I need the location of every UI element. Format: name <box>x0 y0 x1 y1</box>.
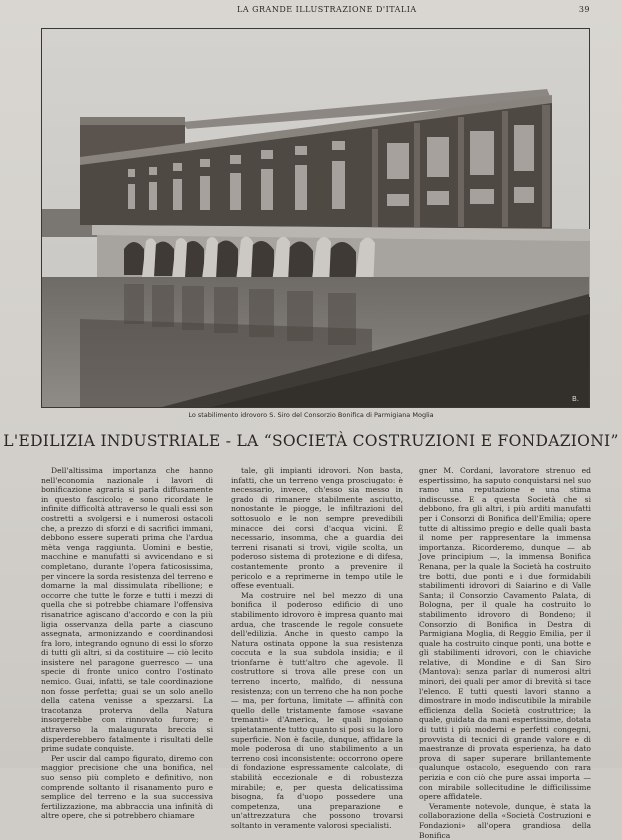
running-head <box>0 5 622 17</box>
page-number: 39 <box>578 5 590 14</box>
article-body <box>41 466 591 840</box>
photo-caption: Lo stabilimento idrovoro S. Siro del Consorzio Bonifica di Parmigiana Moglia <box>188 411 434 419</box>
magazine-title: LA GRANDE ILLUSTRAZIONE D'ITALIA <box>237 5 417 14</box>
paragraph: Dell'altissima importanza che hanno nell'economia nazionale i lavori di bonificazione agraria si parla diffusamente in questo fascicolo; e sono ricordate le infinite difficoltà attraverso le quali essi son costretti a svolgersi e i numerosi ostacoli che, a prezzo di sforzi e di sacrifici immani, debbono essere superati prima che l'ardua mèta venga raggiunta. Uomini e bestie, macchine e manufatti si avvicendano e si completano, durante l'opera faticosissima, per vincere la sorda resistenza del terreno e domarne la mal dissimulata ribellione; e occorre che tutte le forze e tutti i mezzi di quella che si potrebbe chiamare l'offensiva risanatrice agiscano d'accordo e con la più ligia osservanza della parte a ciascuno assegnata, armonizzando e coordinandosi fra loro, integrando ognuno di essi lo sforzo di tutti gli altri, si da costituire — ciò lecito insistere nel paragone guerresco — una specie di fronte unico contro l'ostinato nemico. Guai, infatti, se tale coordinazione non fosse perfetta; guai se un solo anello della catena venisse a spezzarsi. La tracotanza proterva della Natura insorgerebbe con rinnovato furore; e attraverso la malaugurata breccia si disperderebbero fatalmente i risultati delle prime sudate conquiste. <box>41 466 213 754</box>
paragraph: Ma costruire nel bel mezzo di una bonifica il poderoso edificio di uno stabilimento idrovoro è impresa quanto mai ardua, che trascende le regole consuete dell'edilizia. Anche in questo campo la Natura ostinata oppone la sua resistenza coccuta e la sua subdola insidia; e il trionfarne è tutt'altro che agevole. Il costruttore si trova alle prese con un terreno incerto, malfido, di nessuna resistenza; con un terreno che ha non poche — ma, per fortuna, limitate — affinità con quello delle tristamente famose «savane tremanti» d'America, le quali ingoiano spietatamente tutto quanto si posi su la loro superficie. Non è facile, dunque, affidare la mole poderosa di uno stabilimento a un terreno così inconsistente: occorrono opere di fondazione espressamente calcolate, di stabilità eccezionale e di robustezza mirabile; e, per questa delicatissima bisogna, fa d'uopo possedere una competenza, una preparazione e un'attrezzatura che possono trovarsi soltanto in veramente valorosi specialisti. <box>231 590 403 830</box>
paragraph: gner M. Cordani, lavoratore strenuo ed espertissimo, ha saputo conquistarsi nel suo ramo una reputazione e una stima indiscusse. E a questa Società che si debbono, fra gli altri, i più arditi manufatti per i Consorzi di Bonifica dell'Emilia; opere tutte di altissimo pregio e delle quali basta il nome per rappresentare la immensa importanza. Ricorderemo, dunque — ab Jove principium —, la immensa Bonifica Renana, per la quale la Società ha costruito tre botti, due ponti e i due formidabili stabilimenti idrovori di Saiarino e di Valle Santa; il Consorzio Cavamento Palata, di Bologna, per il quale ha costruito lo stabilimento idrovoro di Bondeno; il Consorzio di Bonifica in Destra di Parmigiana Moglia, di Reggio Emilia, per il quale ha costruito cinque ponti, una botte e gli stabilimenti idrovori, con le chiaviche relative, di Mondine e di San Siro (Mantova): senza parlar di numerosi altri minori, dei quali per amor di brevità si tace l'elenco. E tutti questi lavori stanno a dimostrare in modo indiscutibile la mirabile efficienza della Società costruttrice; la quale, guidata da mani espertissime, dotata di tutti i più moderni e perfetti congegni, provvista di tecnici di grande valore e di maestranze di provata esperienza, ha dato prova di saper superare brillantemente qualunque ostacolo, eseguendo con rara perizia e con ciò che pure assai importa — con mirabile sollecitudine le difficilissime opere affidatele. <box>419 466 591 802</box>
paragraph: tale, gli impianti idrovori. Non basta, infatti, che un terreno venga prosciugato: è necessario, invece, ch'esso sia messo in grado di rimanere stabilmente asciutto, nonostante le piogge, le infiltrazioni del sottosuolo e le non sempre prevedibili minacce dei corsi d'acqua vicini. È necessario, insomma, che a guardia dei terreni risanati si trovi, vigile scolta, un poderoso sistema di protezione e di difesa, costantemente pronto a prevenire il pericolo e a reprimerne in tempo utile le offese eventuali. <box>231 466 403 591</box>
text-column-3 <box>419 466 591 840</box>
industrial-building-photo <box>41 28 590 408</box>
photo-monogram: B. <box>571 395 579 403</box>
article-headline: L'EDILIZIA INDUSTRIALE - LA “SOCIETÀ COSTRUZIONI E FONDAZIONI” <box>3 432 619 450</box>
paragraph: Veramente notevole, dunque, è stata la collaborazione della «Società Costruzioni e Fondazioni» all'opera grandiosa della Bonifica <box>419 801 591 840</box>
photo-illustration <box>42 29 589 407</box>
text-column-1 <box>41 466 213 821</box>
text-column-2 <box>231 466 403 830</box>
paragraph: Per uscir dal campo figurato, diremo con maggior precisione che una bonifica, nel suo senso più completo e definitivo, non comprende soltanto il risanamento puro e semplice del terreno e la sua successiva fertilizzazione, ma abbraccia una infinità di altre opere, che si potrebbero chiamare <box>41 753 213 821</box>
